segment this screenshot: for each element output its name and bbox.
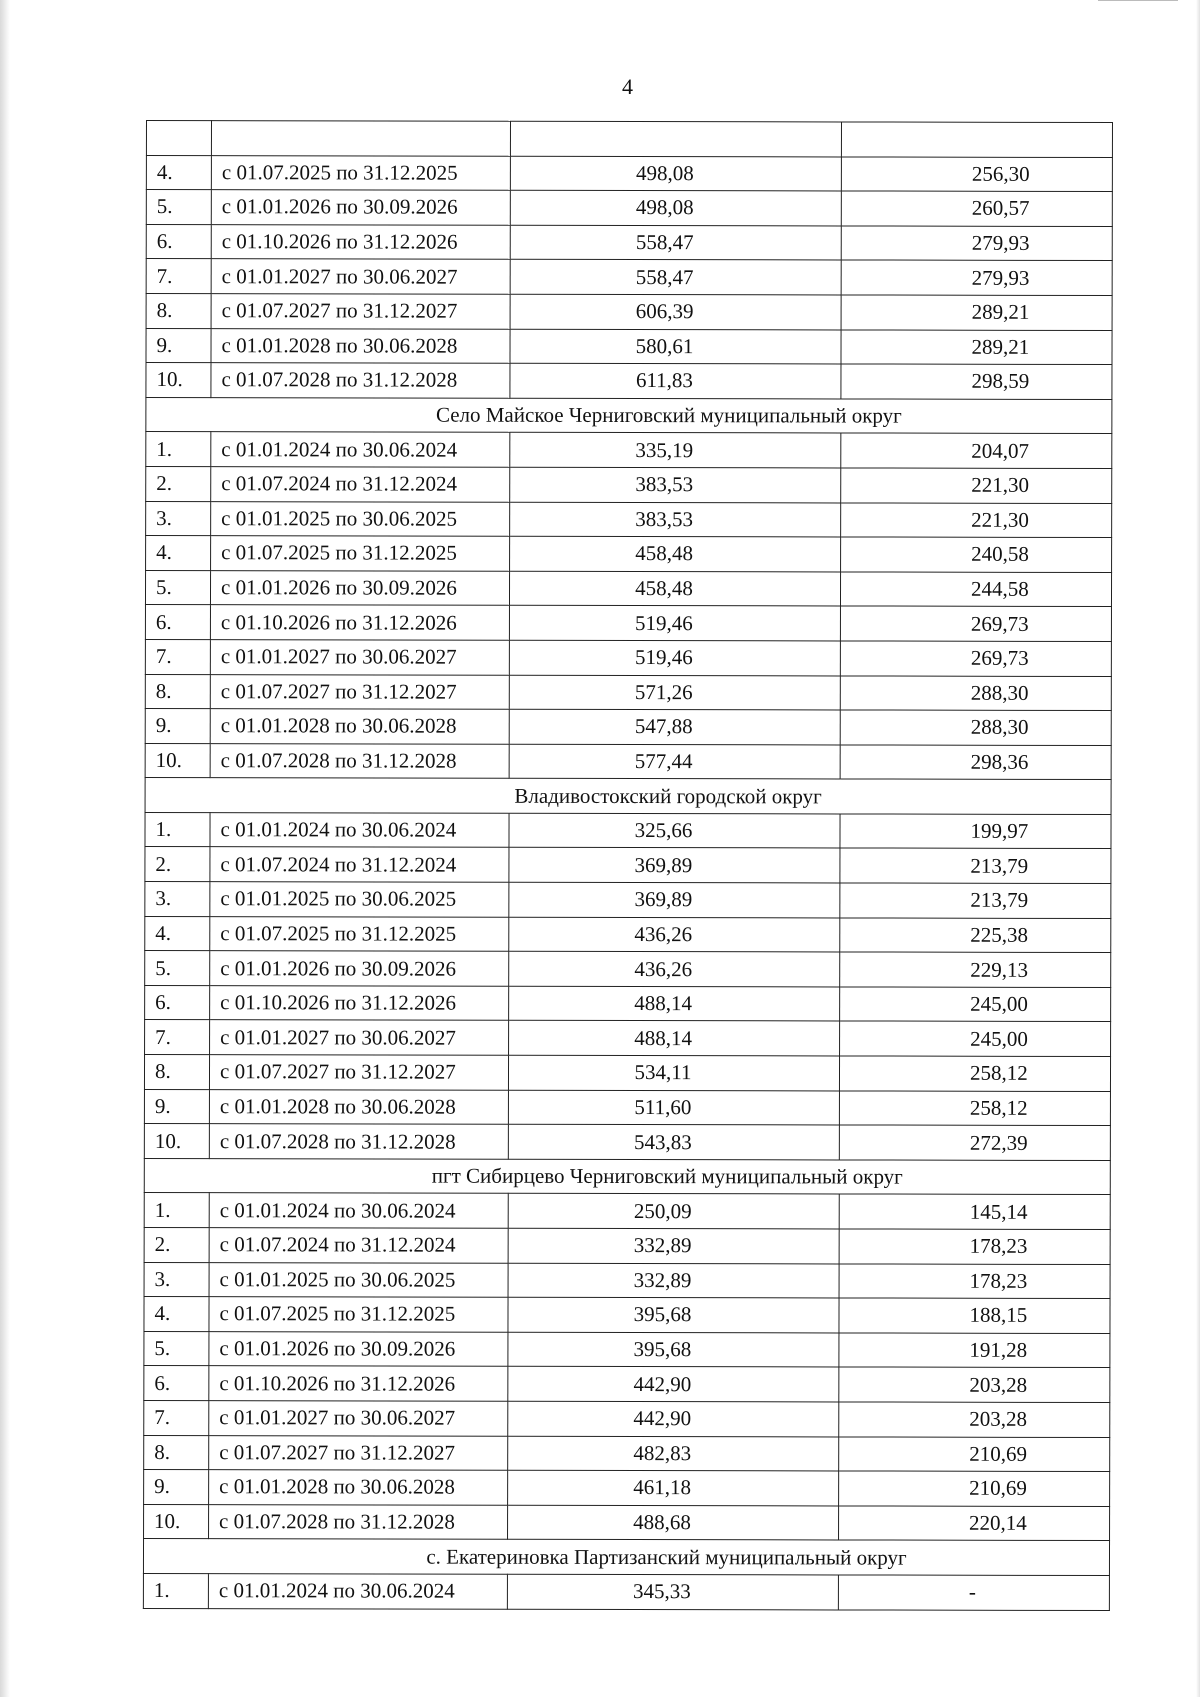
- value-1-cell: 395,68: [508, 1297, 839, 1332]
- value-2-cell: 298,59: [841, 364, 1112, 399]
- value-1-cell: 369,89: [509, 882, 840, 917]
- period-cell: с 01.10.2026 по 31.12.2026: [210, 985, 509, 1020]
- table-row: [146, 155, 1112, 192]
- table-row: [146, 466, 1112, 503]
- row-number: 2.: [144, 1227, 209, 1262]
- period-cell: с 01.01.2027 по 30.06.2027: [210, 640, 509, 675]
- row-number: 4.: [144, 1297, 209, 1332]
- row-number: 7.: [144, 1400, 209, 1435]
- table-row: [144, 1262, 1110, 1299]
- value-2-cell: 210,69: [839, 1471, 1110, 1506]
- value-1-cell: 519,46: [509, 606, 840, 641]
- value-1-cell: 332,89: [508, 1263, 839, 1298]
- table-row: [146, 293, 1112, 330]
- table-row: [146, 432, 1112, 469]
- period-cell: с 01.01.2028 по 30.06.2028: [209, 1089, 508, 1124]
- section-title: пгт Сибирцево Черниговский муниципальный округ: [144, 1158, 1110, 1195]
- period-cell: с 01.01.2027 по 30.06.2027: [211, 259, 510, 294]
- value-1-cell: 383,53: [510, 502, 841, 537]
- table-row: [145, 847, 1111, 884]
- scan-shadow-left: [0, 0, 10, 1697]
- value-2-cell: 199,97: [840, 814, 1111, 849]
- period-cell: с 01.01.2026 по 30.09.2026: [210, 951, 509, 986]
- table-row: [145, 605, 1111, 642]
- period-cell: с 01.01.2025 по 30.06.2025: [211, 501, 510, 536]
- value-2-cell: 245,00: [840, 987, 1111, 1022]
- value-1-cell: 325,66: [509, 813, 840, 848]
- value-2-cell: 213,79: [840, 848, 1111, 883]
- row-number: 10.: [145, 743, 210, 778]
- row-number: 5.: [145, 951, 210, 986]
- period-cell: с 01.01.2025 по 30.06.2025: [210, 882, 509, 917]
- value-2-cell: 289,21: [841, 295, 1112, 330]
- tariff-table-body: [143, 121, 1112, 1611]
- table-row: [144, 1089, 1110, 1126]
- table-row: [144, 1227, 1110, 1264]
- header-cell-value-1: [510, 121, 841, 156]
- value-2-cell: 298,36: [840, 745, 1111, 780]
- value-1-cell: 442,90: [508, 1367, 839, 1402]
- row-number: 7.: [145, 639, 210, 674]
- section-header-row: [144, 1158, 1110, 1195]
- period-cell: с 01.07.2024 по 31.12.2024: [209, 1228, 508, 1263]
- value-2-cell: 258,12: [839, 1091, 1110, 1126]
- row-number: 5.: [146, 190, 211, 225]
- period-cell: с 01.01.2025 по 30.06.2025: [209, 1262, 508, 1297]
- value-2-cell: 244,58: [840, 572, 1111, 607]
- period-cell: с 01.01.2026 по 30.09.2026: [211, 190, 510, 225]
- row-number: 2.: [145, 847, 210, 882]
- period-cell: с 01.07.2028 по 31.12.2028: [209, 1504, 508, 1539]
- value-1-cell: 436,26: [509, 952, 840, 987]
- period-cell: с 01.01.2028 по 30.06.2028: [209, 1470, 508, 1505]
- row-number: 2.: [146, 466, 211, 501]
- value-1-cell: 498,08: [510, 190, 841, 225]
- period-cell: с 01.07.2025 по 31.12.2025: [209, 1297, 508, 1332]
- value-1-cell: 383,53: [510, 467, 841, 502]
- period-cell: с 01.07.2027 по 31.12.2027: [210, 674, 509, 709]
- period-cell: с 01.01.2027 по 30.06.2027: [209, 1401, 508, 1436]
- value-1-cell: 332,89: [508, 1228, 839, 1263]
- row-number: 1.: [146, 432, 211, 467]
- period-cell: с 01.01.2028 по 30.06.2028: [210, 709, 509, 744]
- value-1-cell: 461,18: [508, 1470, 839, 1505]
- value-2-cell: 245,00: [840, 1021, 1111, 1056]
- row-number: 1.: [144, 1193, 209, 1228]
- period-cell: с 01.10.2026 по 31.12.2026: [209, 1366, 508, 1401]
- table-row: [144, 1297, 1110, 1334]
- row-number: 1.: [143, 1573, 208, 1608]
- scan-shadow-right: [1196, 0, 1200, 1697]
- row-number: 4.: [146, 536, 211, 571]
- tariff-table: [143, 120, 1113, 1611]
- row-number: 10.: [144, 1504, 209, 1539]
- row-number: 10.: [144, 1124, 209, 1159]
- row-number: 5.: [145, 570, 210, 605]
- value-1-cell: 395,68: [508, 1332, 839, 1367]
- row-number: 7.: [146, 259, 211, 294]
- section-header-row: [143, 1539, 1109, 1576]
- row-number: 10.: [146, 363, 211, 398]
- row-number: 6.: [144, 1366, 209, 1401]
- period-cell: с 01.07.2027 по 31.12.2027: [211, 294, 510, 329]
- value-2-cell: 210,69: [839, 1437, 1110, 1472]
- value-1-cell: 580,61: [510, 329, 841, 364]
- period-cell: с 01.01.2026 по 30.09.2026: [210, 570, 509, 605]
- table-row: [146, 190, 1112, 227]
- period-cell: с 01.07.2025 по 31.12.2025: [210, 916, 509, 951]
- row-number: 9.: [144, 1089, 209, 1124]
- table-row: [144, 1504, 1110, 1541]
- table-row: [144, 1193, 1110, 1230]
- value-1-cell: 543,83: [508, 1124, 839, 1159]
- value-1-cell: 488,68: [508, 1505, 839, 1540]
- period-cell: с 01.01.2024 по 30.06.2024: [211, 432, 510, 467]
- row-number: 1.: [145, 812, 210, 847]
- value-2-cell: 288,30: [840, 675, 1111, 710]
- value-2-cell: 203,28: [839, 1402, 1110, 1437]
- scan-mark: [1098, 0, 1178, 1]
- header-cell-value-2: [841, 122, 1112, 157]
- section-title: Село Майское Черниговский муниципальный округ: [146, 397, 1112, 434]
- value-2-cell: 203,28: [839, 1367, 1110, 1402]
- header-cell-period: [211, 121, 510, 156]
- table-row: [145, 1020, 1111, 1057]
- row-number: 8.: [144, 1055, 209, 1090]
- value-1-cell: 511,60: [508, 1090, 839, 1125]
- table-row: [145, 985, 1111, 1022]
- row-number: 9.: [145, 709, 210, 744]
- value-1-cell: 606,39: [510, 294, 841, 329]
- table-row: [144, 1055, 1110, 1092]
- value-1-cell: 335,19: [510, 433, 841, 468]
- table-row: [145, 570, 1111, 607]
- row-number: 6.: [145, 985, 210, 1020]
- value-1-cell: 458,48: [510, 536, 841, 571]
- row-number: 5.: [144, 1331, 209, 1366]
- period-cell: с 01.10.2026 по 31.12.2026: [210, 605, 509, 640]
- row-number: 7.: [145, 1020, 210, 1055]
- period-cell: с 01.01.2026 по 30.09.2026: [209, 1331, 508, 1366]
- value-1-cell: 558,47: [510, 260, 841, 295]
- value-2-cell: 221,30: [841, 502, 1112, 537]
- value-1-cell: 488,14: [509, 986, 840, 1021]
- row-number: 6.: [145, 605, 210, 640]
- table-row: [144, 1470, 1110, 1507]
- value-1-cell: 458,48: [509, 571, 840, 606]
- table-row: [146, 501, 1112, 538]
- page-number: 4: [622, 74, 633, 99]
- period-cell: с 01.07.2024 по 31.12.2024: [210, 847, 509, 882]
- section-header-row: [146, 397, 1112, 434]
- value-2-cell: 221,30: [841, 468, 1112, 503]
- section-title: с. Екатериновка Партизанский муниципальный округ: [143, 1539, 1109, 1576]
- table-row: [144, 1435, 1110, 1472]
- value-1-cell: 558,47: [510, 225, 841, 260]
- value-2-cell: 229,13: [840, 952, 1111, 987]
- row-number: 3.: [144, 1262, 209, 1297]
- value-2-cell: 258,12: [839, 1056, 1110, 1091]
- value-1-cell: 250,09: [508, 1194, 839, 1229]
- table-row: [144, 1124, 1110, 1161]
- value-2-cell: 213,79: [840, 883, 1111, 918]
- table-row: [145, 674, 1111, 711]
- period-cell: с 01.07.2025 по 31.12.2025: [211, 536, 510, 571]
- row-number: 8.: [144, 1435, 209, 1470]
- period-cell: с 01.07.2024 по 31.12.2024: [211, 467, 510, 502]
- value-2-cell: 256,30: [841, 157, 1112, 192]
- table-row: [144, 1366, 1110, 1403]
- table-row: [144, 1331, 1110, 1368]
- value-1-cell: 611,83: [510, 363, 841, 398]
- table-row: [145, 812, 1111, 849]
- section-title: Владивостокский городской округ: [145, 778, 1111, 815]
- row-number: 9.: [144, 1470, 209, 1505]
- table-row: [146, 328, 1112, 365]
- row-number: 8.: [145, 674, 210, 709]
- value-2-cell: 288,30: [840, 710, 1111, 745]
- table-row: [145, 951, 1111, 988]
- value-2-cell: 178,23: [839, 1264, 1110, 1299]
- value-2-cell: 225,38: [840, 918, 1111, 953]
- value-1-cell: 498,08: [510, 156, 841, 191]
- value-1-cell: 442,90: [508, 1401, 839, 1436]
- value-2-cell: 145,14: [839, 1194, 1110, 1229]
- value-2-cell: 204,07: [841, 433, 1112, 468]
- period-cell: с 01.07.2027 по 31.12.2027: [209, 1055, 508, 1090]
- table-header-row: [146, 121, 1112, 158]
- period-cell: с 01.07.2028 по 31.12.2028: [210, 743, 509, 778]
- period-cell: с 01.10.2026 по 31.12.2026: [211, 224, 510, 259]
- table-row: [145, 709, 1111, 746]
- table-row: [143, 1573, 1109, 1610]
- table-row: [144, 1400, 1110, 1437]
- table-row: [146, 259, 1112, 296]
- value-1-cell: 519,46: [509, 640, 840, 675]
- value-1-cell: 534,11: [508, 1055, 839, 1090]
- value-2-cell: 178,23: [839, 1229, 1110, 1264]
- period-cell: с 01.07.2028 по 31.12.2028: [209, 1124, 508, 1159]
- period-cell: с 01.01.2027 по 30.06.2027: [210, 1020, 509, 1055]
- value-1-cell: 369,89: [509, 848, 840, 883]
- period-cell: с 01.01.2024 по 30.06.2024: [210, 813, 509, 848]
- section-header-row: [145, 778, 1111, 815]
- value-1-cell: 482,83: [508, 1436, 839, 1471]
- table-row: [146, 536, 1112, 573]
- row-number: 4.: [145, 916, 210, 951]
- value-2-cell: 269,73: [840, 606, 1111, 641]
- value-1-cell: 577,44: [509, 744, 840, 779]
- table-row: [146, 363, 1112, 400]
- value-1-cell: 345,33: [507, 1574, 838, 1609]
- period-cell: с 01.01.2024 по 30.06.2024: [209, 1193, 508, 1228]
- value-2-cell: 220,14: [839, 1506, 1110, 1541]
- value-2-cell: -: [838, 1575, 1109, 1610]
- table-row: [145, 639, 1111, 676]
- table-row: [145, 916, 1111, 953]
- row-number: 8.: [146, 293, 211, 328]
- value-2-cell: 279,93: [841, 260, 1112, 295]
- table-row: [145, 743, 1111, 780]
- value-2-cell: 269,73: [840, 641, 1111, 676]
- value-2-cell: 272,39: [839, 1125, 1110, 1160]
- row-number: 3.: [146, 501, 211, 536]
- value-2-cell: 240,58: [841, 537, 1112, 572]
- row-number: 4.: [146, 155, 211, 190]
- value-1-cell: 547,88: [509, 709, 840, 744]
- table-row: [146, 224, 1112, 261]
- table-row: [145, 882, 1111, 919]
- period-cell: с 01.01.2028 по 30.06.2028: [211, 328, 510, 363]
- value-1-cell: 436,26: [509, 917, 840, 952]
- value-2-cell: 191,28: [839, 1333, 1110, 1368]
- row-number: 9.: [146, 328, 211, 363]
- row-number: 3.: [145, 882, 210, 917]
- period-cell: с 01.07.2027 по 31.12.2027: [209, 1435, 508, 1470]
- row-number: 6.: [146, 224, 211, 259]
- value-2-cell: 260,57: [841, 191, 1112, 226]
- value-2-cell: 289,21: [841, 330, 1112, 365]
- period-cell: с 01.07.2025 по 31.12.2025: [211, 155, 510, 190]
- period-cell: с 01.01.2024 по 30.06.2024: [208, 1574, 507, 1609]
- value-1-cell: 488,14: [509, 1021, 840, 1056]
- value-2-cell: 279,93: [841, 226, 1112, 261]
- header-cell-number: [146, 121, 211, 156]
- value-1-cell: 571,26: [509, 675, 840, 710]
- value-2-cell: 188,15: [839, 1298, 1110, 1333]
- period-cell: с 01.07.2028 по 31.12.2028: [211, 363, 510, 398]
